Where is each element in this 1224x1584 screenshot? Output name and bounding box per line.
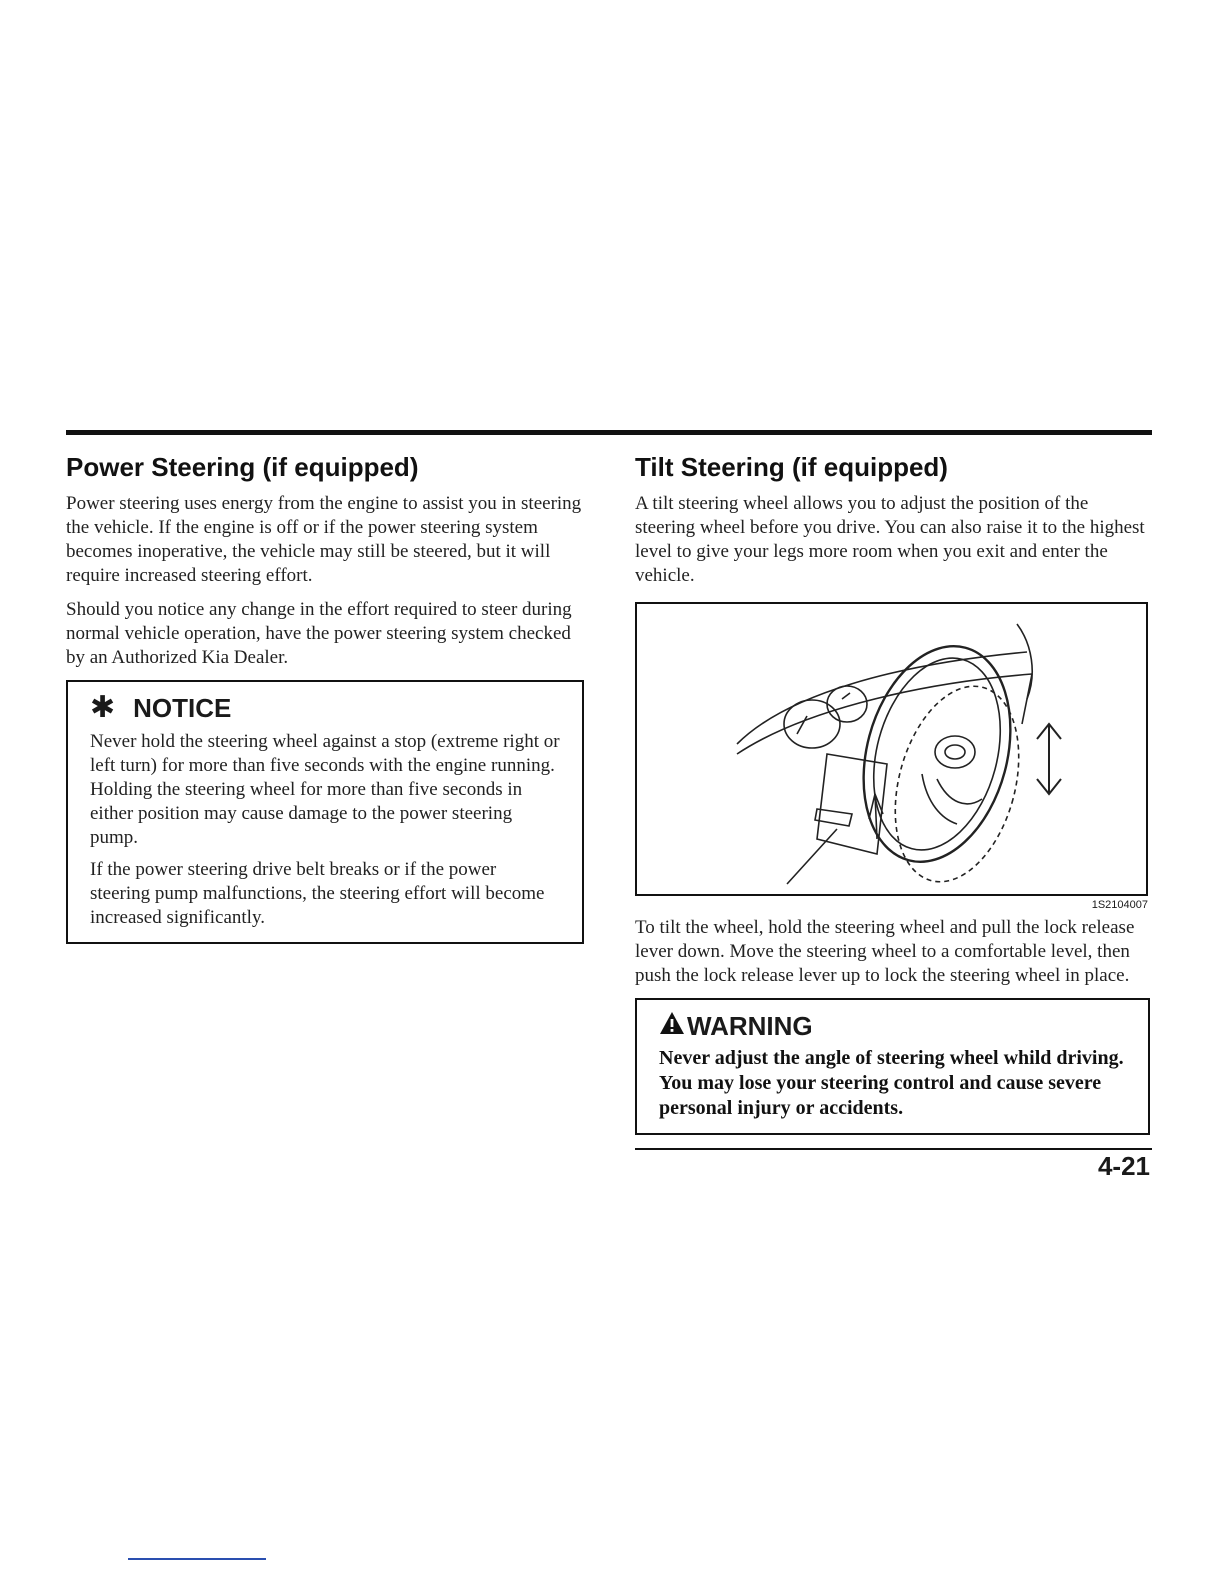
page-number: 4-21 [1097,1151,1150,1181]
notice-heading: NOTICE [133,693,232,723]
bottom-rule [635,1148,1152,1150]
notice-paragraph-1: Never hold the steering wheel against a stop (extreme right or left turn) for more than five seconds with the engine running. Holding the steering wheel for more than five seconds in either position may cause damage to the power steering pump. [90,731,560,848]
power-steering-paragraph-1: Power steering uses energy from the engine to assist you in steering the vehicle. If the engine is off or if the power steering system becomes inoperative, the vehicle may still be steered, but it will require increased steering effort. [66,493,582,586]
warning-triangle-icon [659,1010,685,1042]
tilt-steering-instructions: To tilt the wheel, hold the steering wheel and pull the lock release lever down. Move the steering wheel to a comfortable level, then push the lock release lever up to lock the steering wheel in place. [635,917,1135,986]
right-column [635,450,1150,1135]
notice-paragraph-2: If the power steering drive belt breaks or if the power steering pump malfunctions, the steering effort will become increased significantly. [90,859,545,928]
figure-code: 1S2104007 [1091,899,1148,911]
tilt-steering-title: Tilt Steering (if equipped) [635,452,948,482]
footer-line [128,1558,266,1560]
power-steering-title: Power Steering (if equipped) [66,452,419,482]
warning-heading: WARNING [687,1011,813,1041]
asterisk-icon: ✱ [90,691,116,724]
notice-header [90,692,560,724]
warning-box [635,998,1150,1135]
steering-wheel-illustration [635,602,1148,896]
left-column [66,450,586,944]
notice-box [66,680,584,944]
steering-wheel-drawing [637,604,1146,894]
top-rule [66,430,1152,435]
warning-text: Never adjust the angle of steering wheel whild driving. You may lose your steering control and cause severe personal injury or accidents. [659,1047,1124,1119]
tilt-steering-intro: A tilt steering wheel allows you to adjust the position of the steering wheel before you drive. You can also raise it to the highest level to give your legs more room when you exit and enter the vehicle. [635,493,1145,586]
power-steering-paragraph-2: Should you notice any change in the effort required to steer during normal vehicle operation, have the power steering system checked by an Authorized Kia Dealer. [66,599,572,668]
warning-header [659,1010,1126,1042]
